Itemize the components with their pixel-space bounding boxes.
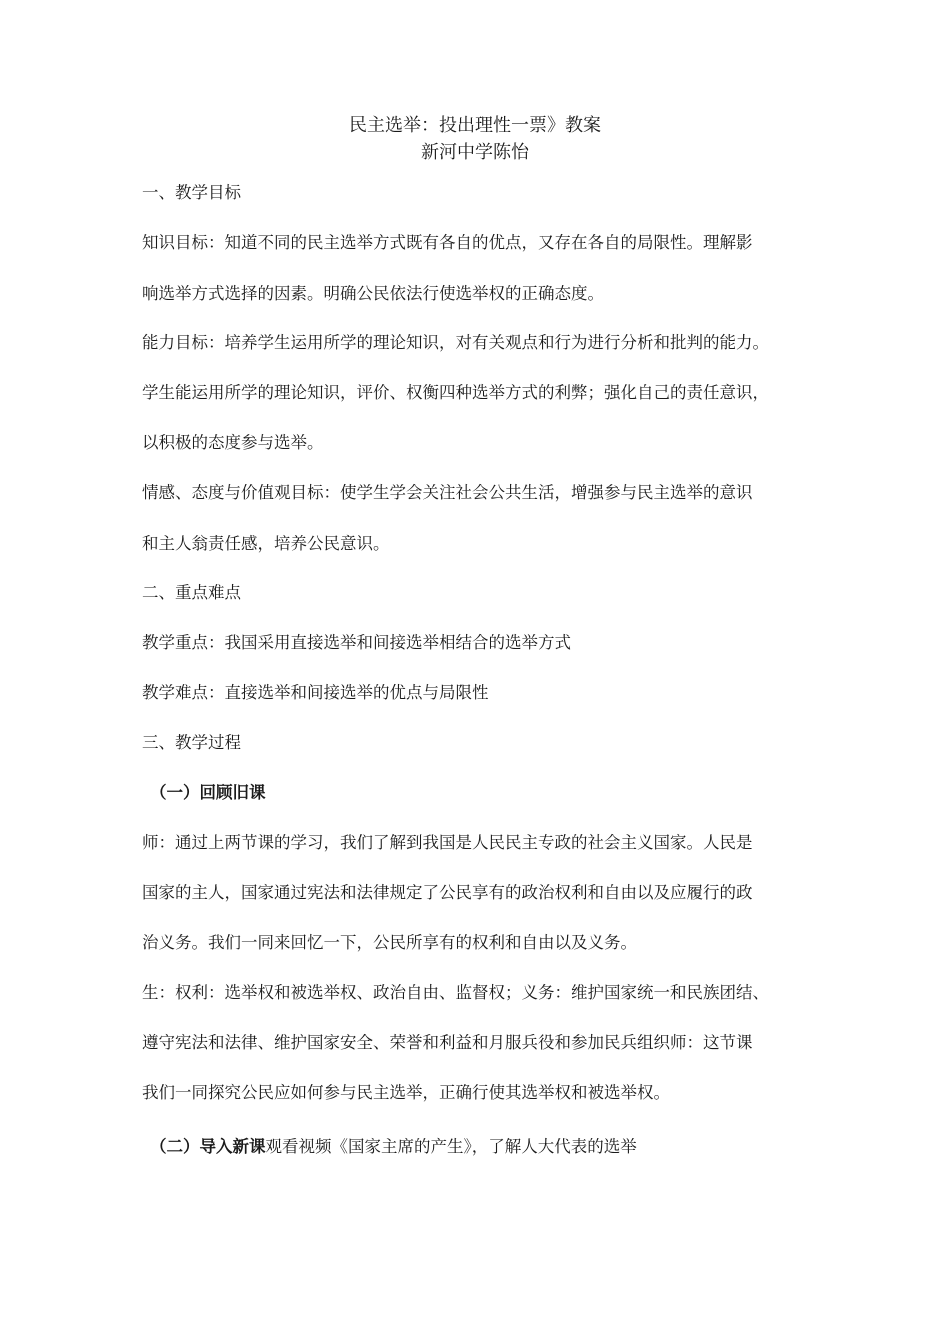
difficult-point-text: 教学难点：直接选举和间接选举的优点与局限性 [142,683,489,702]
emotion-goal-line-1: 情感、态度与价值观目标：使学生学会关注社会公共生活，增强参与民主选举的意识 [142,483,753,502]
ability-goal-line-2: 学生能运用所学的理论知识，评价、权衡四种选举方式的利弊；强化自己的责任意识， [142,383,769,402]
student-line-2: 遵守宪法和法律、维护国家安全、荣誉和利益和月服兵役和参加民兵组织师：这节课 [142,1033,753,1052]
emotion-goal-line-2: 和主人翁责任感，培养公民意识。 [142,534,390,553]
step2-heading: （二）导入新课 [150,1137,266,1156]
knowledge-goal-line-2: 响选举方式选择的因素。明确公民依法行使选举权的正确态度。 [142,284,604,303]
document-title: 民主选举：投出理性一票》教案 [349,115,601,136]
step2-text: 观看视频《国家主席的产生》，了解人大代表的选举 [265,1137,637,1156]
student-line-1: 生：权利：选举权和被选举权、政治自由、监督权；义务：维护国家统一和民族团结、 [142,983,769,1002]
ability-goal-line-3: 以积极的态度参与选举。 [142,433,324,452]
teacher-line-2: 国家的主人，国家通过宪法和法律规定了公民享有的政治权利和自由以及应履行的政 [142,883,753,902]
student-line-3: 我们一同探究公民应如何参与民主选举，正确行使其选举权和被选举权。 [142,1083,670,1102]
teacher-line-1: 师：通过上两节课的学习，我们了解到我国是人民民主专政的社会主义国家。人民是 [142,833,753,852]
section-heading-key-points: 二、重点难点 [142,583,241,602]
step2-paragraph [150,1136,637,1158]
ability-goal-line-1: 能力目标：培养学生运用所学的理论知识，对有关观点和行为进行分析和批判的能力。 [142,333,769,352]
key-point-text: 教学重点：我国采用直接选举和间接选举相结合的选举方式 [142,633,571,652]
knowledge-goal-line-1: 知识目标：知道不同的民主选举方式既有各自的优点，又存在各自的局限性。理解影 [142,233,753,252]
teacher-line-3: 治义务。我们一同来回忆一下，公民所享有的权利和自由以及义务。 [142,933,637,952]
step1-heading: （一）回顾旧课 [150,783,266,802]
title-block [0,112,950,166]
section-heading-goals: 一、教学目标 [142,183,241,202]
document-author: 新河中学陈怡 [421,142,529,163]
section-heading-process: 三、教学过程 [142,733,241,752]
